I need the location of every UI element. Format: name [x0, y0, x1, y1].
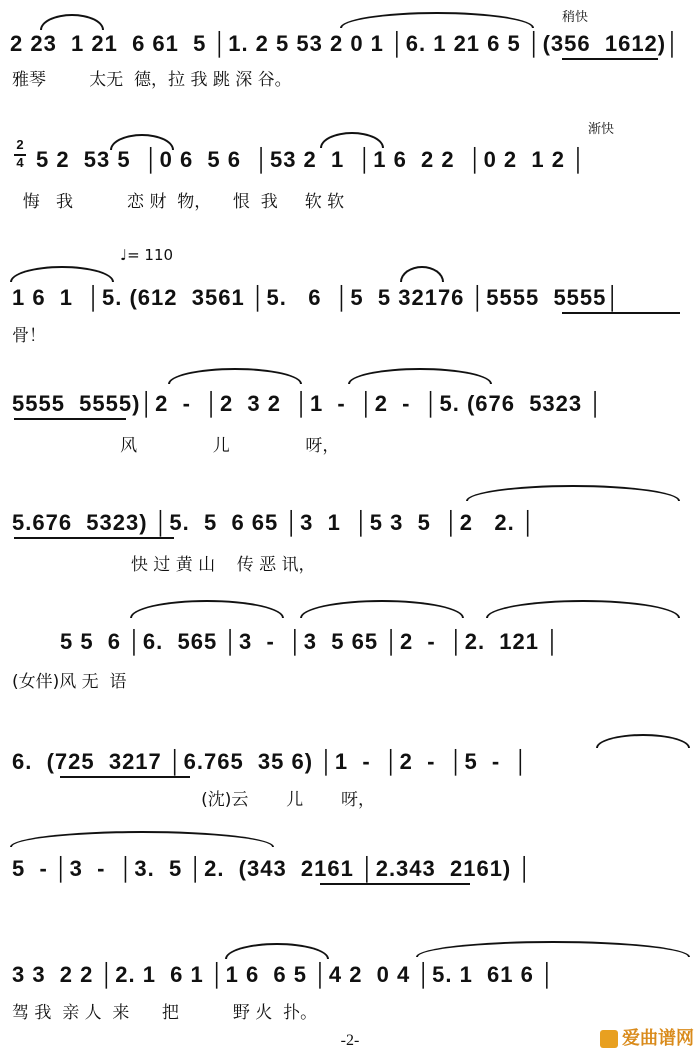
watermark-text: 爱曲谱网 [622, 1028, 694, 1049]
score-system-9 [0, 935, 700, 1025]
slur [320, 132, 384, 148]
slur [168, 368, 302, 384]
underline [320, 883, 470, 885]
notation-line: 5 5 6 │6. 565 │3 - │3 5 65 │2 - │2. 121 │ [60, 629, 561, 654]
tempo-marking: 稍快 [562, 10, 589, 25]
slur [466, 485, 680, 501]
score-system-4 [0, 360, 700, 460]
score-system-3 [0, 240, 700, 346]
slur [596, 734, 690, 748]
notation-line: 5555 5555)│2 - │2 3 2 │1 - │2 - │5. (676 5323 │ [12, 391, 605, 416]
slur [486, 600, 680, 618]
lyric-line: (沈)云 儿 呀， [12, 790, 376, 810]
score-system-7 [0, 720, 700, 820]
time-signature-bottom: 4 [14, 154, 26, 169]
lyric-line: 悔 我 恋 财 物， 恨 我 软 软 [12, 192, 345, 212]
logo-icon [600, 1030, 618, 1048]
slur [10, 266, 114, 282]
score-system-5 [0, 475, 700, 585]
score-system-1 [0, 0, 700, 100]
score-system-2 [0, 110, 700, 220]
score-system-8 [0, 825, 700, 915]
underline [14, 537, 174, 539]
lyric-line: 雅琴 太无 德，拉 我 跳 深 谷。 [12, 70, 292, 90]
slur [130, 600, 284, 618]
slur [225, 943, 329, 959]
notation-line: 2 23 1 21 6 61 5 │1. 2 5 53 2 0 1 │6. 1 21 6 5 │(356 1612)│ [10, 31, 681, 56]
score-system-6 [0, 590, 700, 700]
slur [340, 12, 534, 28]
time-signature-top: 2 [16, 137, 24, 152]
notation-line: 1 6 1 │5. (612 3561 │5. 6 │5 5 32176 │5555 5555│ [12, 285, 622, 310]
watermark-logo [600, 1024, 694, 1050]
notation-line: 3 3 2 2 │2. 1 6 1 │1 6 6 5 │4 2 0 4 │5. 1 61 6 │ [12, 962, 556, 987]
notation-line: 6. (725 3217 │6.765 35 6) │1 - │2 - │5 - │ [12, 749, 530, 774]
lyric-line: 快 过 黄 山 传 恶 讯， [12, 555, 316, 575]
notation-line: 5 2 53 5 │0 6 5 6 │53 2 1 │1 6 2 2 │0 2 1 2 │ [36, 147, 587, 172]
metronome-marking: ♩= 110 [120, 246, 174, 264]
lyric-line: 驾 我 亲 人 来 把 野 火 扑。 [12, 1003, 318, 1023]
underline [14, 418, 126, 420]
lyric-line: 骨！ [12, 326, 46, 346]
underline [562, 58, 658, 60]
lyric-line: 风 儿 呀， [12, 436, 340, 456]
notation-line: 5.676 5323) │5. 5 6 65 │3 1 │5 3 5 │2 2. │ [12, 510, 537, 535]
slur [10, 831, 274, 847]
notation-line: 5 - │3 - │3. 5 │2. (343 2161 │2.343 2161) │ [12, 856, 534, 881]
underline [60, 776, 190, 778]
slur [300, 600, 464, 618]
slur [348, 368, 492, 384]
lyric-line: (女伴)风 无 语 [12, 672, 127, 692]
slur [400, 266, 444, 282]
underline [562, 312, 680, 314]
slur [416, 941, 690, 957]
tempo-marking: 渐快 [588, 122, 615, 137]
page-number: -2- [340, 1032, 360, 1049]
slur [40, 14, 104, 30]
